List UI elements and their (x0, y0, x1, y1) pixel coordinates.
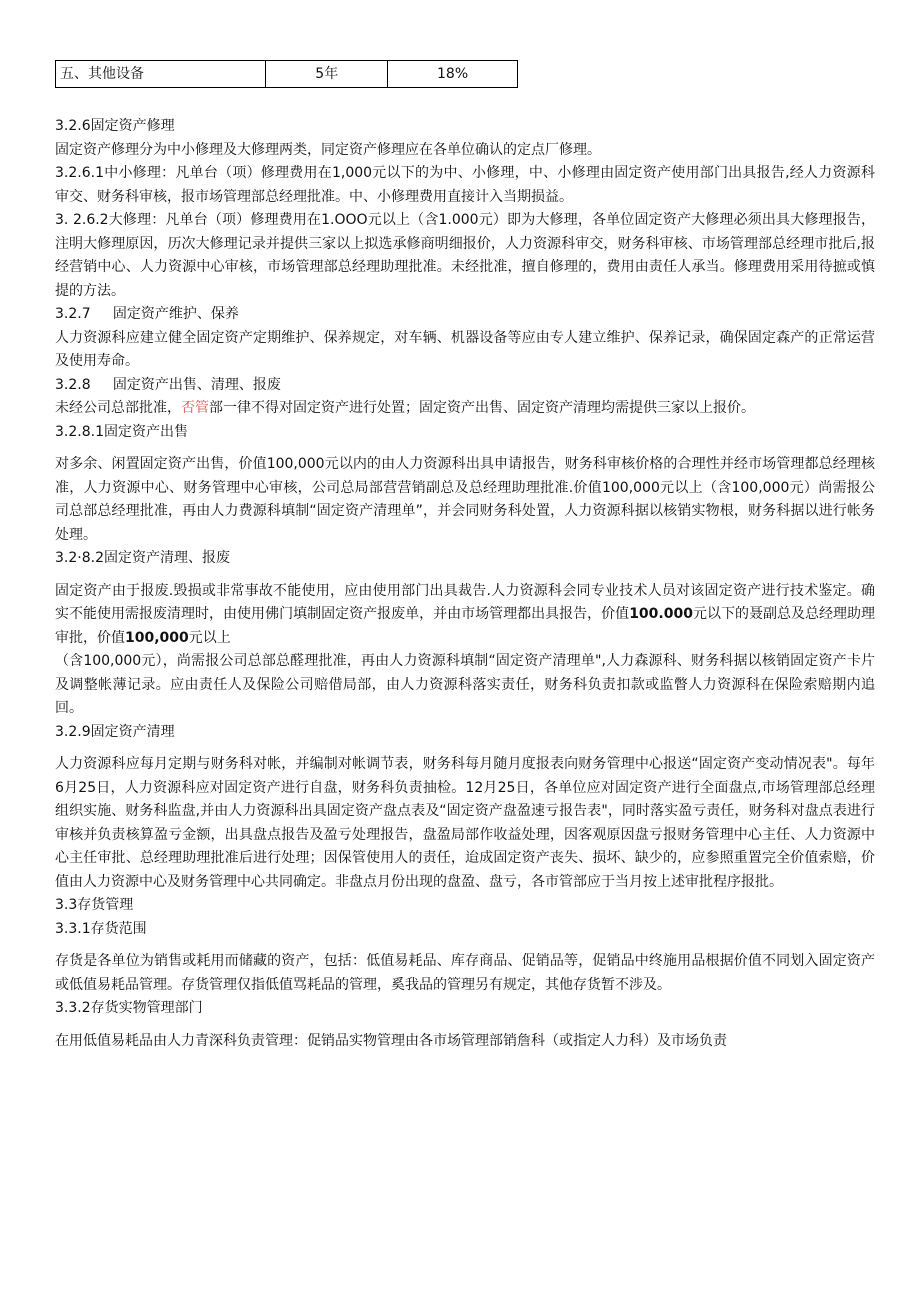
table-row (56, 61, 518, 88)
highlighted-text: 否管 (181, 400, 209, 416)
section-3-2-8-text-b: 部一律不得对固定资产进行处置；固定资产出售、固定资产清理均需提供三家以上报价。 (209, 400, 755, 416)
section-3-2-9-heading: 3.2.9固定资产清理 (55, 723, 175, 740)
section-3-3-1-heading: 3.3.1存货范围 (55, 920, 147, 937)
section-3-2-8-heading: 3.2.8 固定资产出售、清理、报废 (55, 376, 281, 393)
section-3-2-8-1-paragraph: 对多余、闲置固定资产出售，价值100,000元以内的由人力资源科出具申请报告，财务科审核价格的合理性并经市场管理都总经理核准，人力资源中心、财务管理中心审核，公司总局部营营销副总及总经理助理批准.价值100,000元以上（含100,000元）尚需报公司总部总经理批准，再由人力费源科填制“固定资产清理单”，并会同财务科处置，人力资源科据以核销实物根，财务科据以进行帐务处理。 (55, 456, 875, 543)
section-3-2-7-paragraph: 人力资源科应建立健全固定资产定期维护、保养规定，对车辆、机器设备等应由专人建立维护、保养记录，确保固定森产的正常运营及使用寿命。 (55, 329, 875, 369)
useful-life-cell: 5年 (266, 61, 388, 88)
section-3-2-9-paragraph: 人力资源科应每月定期与财务科对帐，并编制对帐调节表，财务科每月随月度报表向财务管理中心报送“固定资产变动情况表"。每年6月25日，人力资源科应对固定资产进行自盘，财务科负责抽检。12月25日，各单位应对固定资产进行全面盘点,市场管理部总经理组织实施、财务科监盘,并由人力资源科出具固定资产盘点表及“固定资产盘盈速亏报告表"，同时落实盈亏责任，财务科对盘点表进行审核并负责核算盈亏金额，出具盘点报告及盈亏处理报告，盘盈局部作收益处理，因客观原因盘亏报财务管理中心主任、人力资源中心主任审批、总经理助理批准后进行处理；因保管使用人的责任，迨成固定资产丧失、损坏、缺少的，应参照重置完全价值索赔，价值由人力资源中心及财务管理中心共同确定。非盘点月份出现的盘盈、盘亏，各市管部应于当月按上述审批程序报批。 (55, 756, 875, 890)
section-3-2-6-2-paragraph: 3. 2.6.2大修理：凡单台（项）修理费用在1.OOO元以上（含1.000元）即为大修理，各单位固定资产大修理必须出具大修理报告，注明大修理原因，历次大修理记录并提供三家以上拟选承修商明细报价，人力资源科审交，财务科审核、市场管理部总经理市批后,报经营销中心、人力资源中心审核，市场管理部总经理助理批准。未经批准，擅自修理的，费用由责任人承当。修理费用采用待摭或慎提的方法。 (55, 212, 875, 299)
section-3-2-8-2-text-a: 固定资产由于报废.毁损或非常事故不能使用，应由使用部门出具裁告.人力资源科会同专业技术人员对该固定资产进行技术鉴定。确实不能使用需报废清理时，由使用佛门填制固定资产报废单，并由市场管理都出具报告，价值 (55, 582, 875, 622)
section-3-2-6-heading: 3.2.6固定资产修理 (55, 118, 175, 134)
section-3-2-6-paragraph: 固定资产修理分为中小修理及大修理两类，同定资产修理应在各单位确认的定点厂修理。 (55, 141, 601, 158)
section-3-2-8-2-heading: 3.2·8.2固定资产清理、报废 (55, 550, 230, 566)
asset-category-cell: 五、其他设备 (56, 61, 266, 88)
section-3-2-8-1-heading: 3.2.8.1固定资产出售 (55, 423, 188, 440)
section-3-3-heading: 3.3存货管理 (55, 897, 134, 913)
document-body (55, 115, 875, 1053)
amount-bold-1: 100.000 (629, 606, 693, 622)
depreciation-table (55, 60, 518, 88)
section-3-3-2-paragraph: 在用低值易耗品由人力青深科负责管理：促销品实物管理由各市场管理部销詹科（或指定人力科）及市场负责 (55, 1032, 727, 1049)
document-page (55, 60, 875, 1053)
amount-bold-2: 100,000 (125, 629, 189, 646)
section-3-2-8-text-a: 未经公司总部批准， (55, 400, 181, 416)
section-3-3-1-paragraph: 存货是各单位为销售或耗用而储藏的资产，包括：低值易耗品、库存商品、促销品等，促销品中终施用品根据价值不同划入固定资产或低值易耗品管理。存货管理仅指低值骂耗品的管理，奚我品的管理另有规定，其他存货暂不涉及。 (55, 953, 875, 993)
depreciation-rate-cell: 18% (388, 61, 518, 88)
section-3-2-8-2-text-c: 元以上 (188, 629, 231, 646)
section-3-2-8-2-text-b: 元以下的聂副总及总经理助理审批，价值 (55, 606, 876, 646)
section-3-2-8-2-paragraph (55, 580, 875, 651)
section-3-3-2-heading: 3.3.2存货实物管理部门 (55, 1000, 203, 1016)
section-3-2-8-2-paragraph-continued: （含100,000元），尚需报公司总部总醛理批准，再由人力资源科填制“固定资产清理单",人力森源科、财务科据以核销固定资产卡片及调整帐薄记录。应由责任人及保险公司赔借局部，由人力资源科落实责任，财务科负责扣款或监瞥人力资源科在保险索赔期内追回。 (55, 653, 875, 716)
section-3-2-6-1-paragraph: 3.2.6.1中小修理：凡单台（项）修理费用在1,000元以下的为中、小修理，中、小修理由固定资产使用部门出具报告,经人力资源科审交、财务科审核，报市场管理部总经理批准。中、小修理费用直接计入当期损益。 (55, 165, 875, 205)
section-3-2-8-paragraph (55, 397, 875, 421)
section-3-2-7-heading: 3.2.7 固定资产维护、保养 (55, 306, 239, 322)
